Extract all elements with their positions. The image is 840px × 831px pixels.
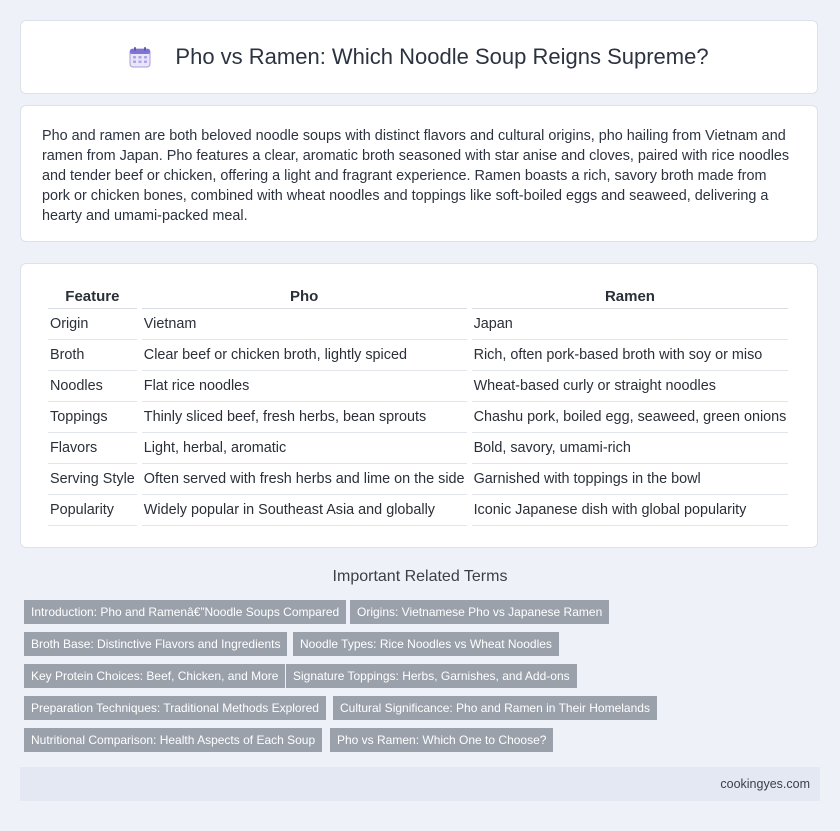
table-cell: Often served with fresh herbs and lime on the side [142, 464, 467, 495]
table-row [48, 309, 788, 340]
title-card [20, 20, 818, 94]
table-cell: Rich, often pork-based broth with soy or miso [472, 340, 789, 371]
table-row [48, 464, 788, 495]
table-cell: Clear beef or chicken broth, lightly spiced [142, 340, 467, 371]
table-row [48, 340, 788, 371]
comparison-table [43, 284, 793, 526]
table-cell: Toppings [48, 402, 137, 433]
header-ramen: Ramen [472, 284, 789, 309]
table-row [48, 402, 788, 433]
related-term-tag[interactable]: Preparation Techniques: Traditional Methods Explored [24, 696, 326, 720]
related-term-tag[interactable]: Origins: Vietnamese Pho vs Japanese Ramen [350, 600, 609, 624]
intro-paragraph: Pho and ramen are both beloved noodle soups with distinct flavors and cultural origins, pho hailing from Vietnam and ramen from Japan. Pho features a clear, aromatic broth seasoned with star anise and cloves, paired with rice noodles and tender beef or chicken, offering a light and fragrant experience. Ramen boasts a rich, savory broth made from pork or chicken bones, combined with wheat noodles and toppings like soft-boiled eggs and seaweed, delivering a hearty and umami-packed meal. [42, 128, 790, 224]
table-cell: Thinly sliced beef, fresh herbs, bean sprouts [142, 402, 467, 433]
related-term-tag[interactable]: Pho vs Ramen: Which One to Choose? [330, 728, 553, 752]
table-cell: Noodles [48, 371, 137, 402]
table-row [48, 495, 788, 526]
related-terms-title: Important Related Terms [332, 568, 508, 585]
related-term-tag[interactable]: Introduction: Pho and Ramenâ€”Noodle Soups Compared [24, 600, 346, 624]
table-cell: Serving Style [48, 464, 137, 495]
table-header-row [48, 284, 788, 309]
table-cell: Light, herbal, aromatic [142, 433, 467, 464]
table-cell: Popularity [48, 495, 137, 526]
related-term-tag[interactable]: Signature Toppings: Herbs, Garnishes, and Add-ons [286, 664, 577, 688]
footer [20, 767, 820, 801]
related-term-tag[interactable]: Broth Base: Distinctive Flavors and Ingredients [24, 632, 287, 656]
related-term-tag[interactable]: Noodle Types: Rice Noodles vs Wheat Noodles [293, 632, 559, 656]
page-title: Pho vs Ramen: Which Noodle Soup Reigns Supreme? [175, 44, 709, 69]
table-cell: Broth [48, 340, 137, 371]
table-row [48, 433, 788, 464]
footer-site-link[interactable]: cookingyes.com [720, 777, 810, 791]
table-cell: Chashu pork, boiled egg, seaweed, green onions [472, 402, 789, 433]
calendar-icon [129, 46, 151, 68]
table-cell: Wheat-based curly or straight noodles [472, 371, 789, 402]
table-cell: Widely popular in Southeast Asia and globally [142, 495, 467, 526]
related-term-tag[interactable]: Nutritional Comparison: Health Aspects of Each Soup [24, 728, 322, 752]
table-cell: Garnished with toppings in the bowl [472, 464, 789, 495]
table-cell: Bold, savory, umami-rich [472, 433, 789, 464]
intro-card [20, 105, 818, 242]
table-cell: Origin [48, 309, 137, 340]
comparison-table-card [20, 263, 818, 548]
table-row [48, 371, 788, 402]
related-term-tag[interactable]: Cultural Significance: Pho and Ramen in Their Homelands [333, 696, 657, 720]
header-feature: Feature [48, 284, 137, 309]
table-cell: Japan [472, 309, 789, 340]
table-cell: Flat rice noodles [142, 371, 467, 402]
related-term-tag[interactable]: Key Protein Choices: Beef, Chicken, and More [24, 664, 285, 688]
table-cell: Flavors [48, 433, 137, 464]
table-cell: Vietnam [142, 309, 467, 340]
table-cell: Iconic Japanese dish with global popularity [472, 495, 789, 526]
header-pho: Pho [142, 284, 467, 309]
